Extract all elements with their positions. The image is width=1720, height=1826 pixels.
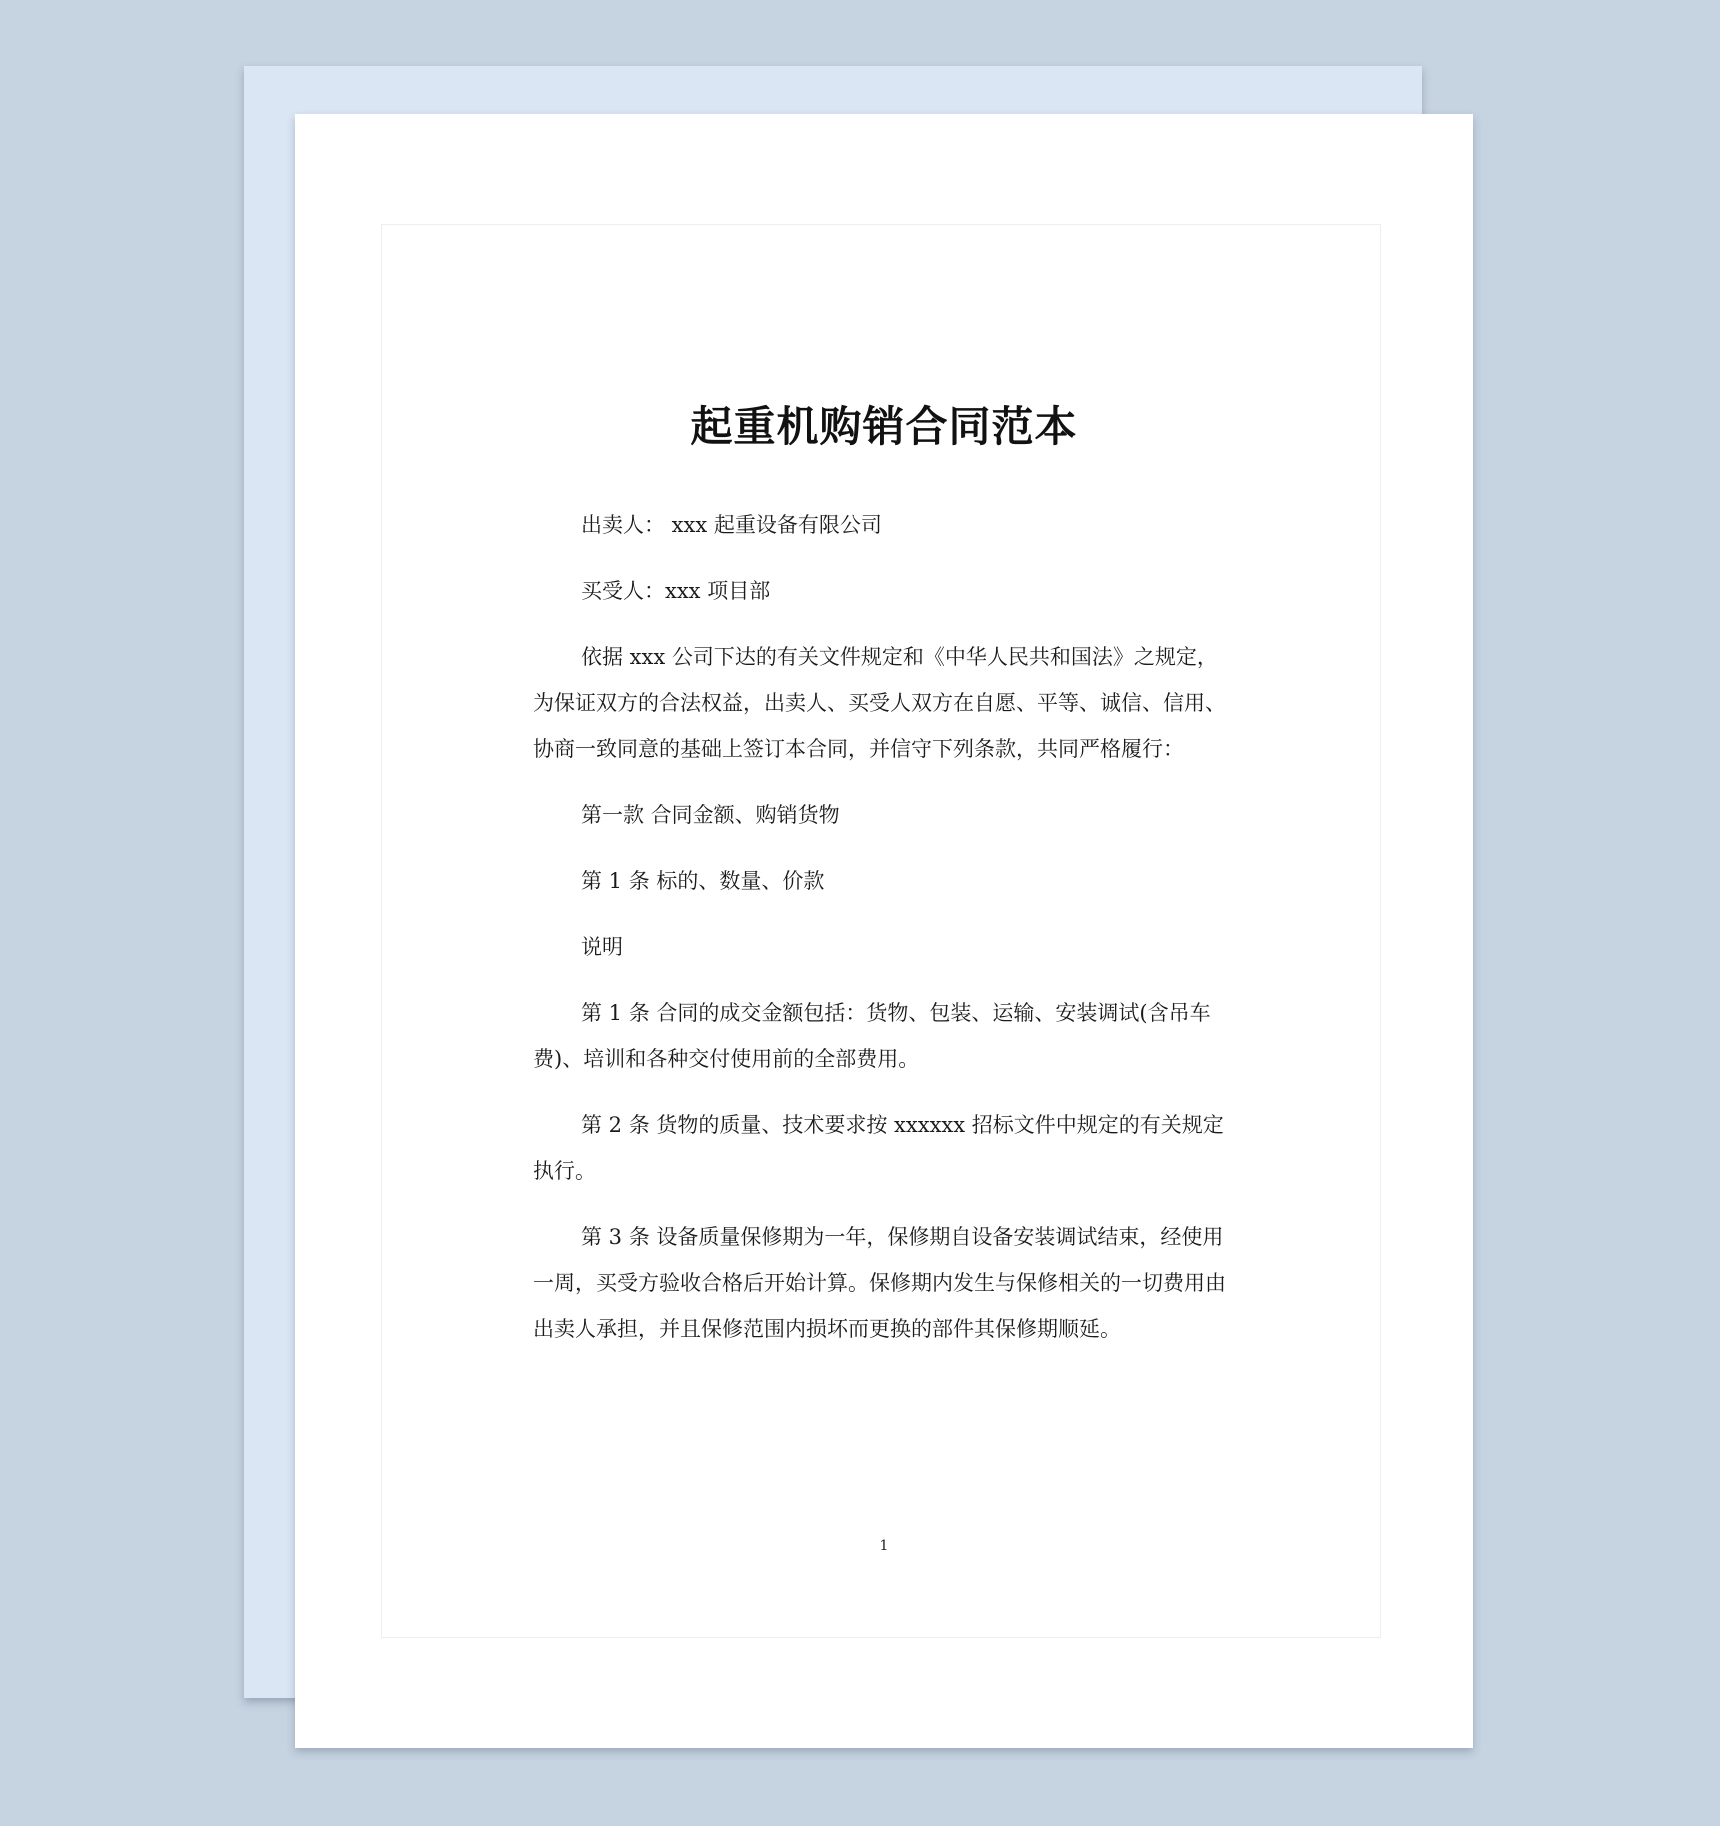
seller-line: 出卖人： xxx 起重设备有限公司: [581, 513, 882, 537]
section-heading: 第一款 合同金额、购销货物: [581, 803, 840, 827]
article-heading: 第 1 条 标的、数量、价款: [581, 869, 825, 893]
preamble-paragraph: 依据 xxx 公司下达的有关文件规定和《中华人民共和国法》之规定，为保证双方的合法权益，出卖人、买受人双方在自愿、平等、诚信、信用、协商一致同意的基础上签订本合同，并信守下列条款，共同严格履行：: [533, 645, 1226, 761]
document-body: [533, 502, 1233, 1372]
page-number: 1: [879, 1538, 889, 1554]
note-heading: 说明: [581, 935, 623, 959]
article-2-paragraph: 第 2 条 货物的质量、技术要求按 xxxxxx 招标文件中规定的有关规定执行。: [533, 1113, 1224, 1183]
document-title: 起重机购销合同范本: [690, 402, 1078, 451]
document-page: [295, 114, 1473, 1748]
buyer-line: 买受人：xxx 项目部: [581, 579, 771, 603]
article-3-paragraph: 第 3 条 设备质量保修期为一年，保修期自设备安装调试结束，经使用一周，买受方验收合格后开始计算。保修期内发生与保修相关的一切费用由出卖人承担，并且保修范围内损坏而更换的部件其保修期顺延。: [533, 1225, 1226, 1341]
article-1-paragraph: 第 1 条 合同的成交金额包括：货物、包装、运输、安装调试(含吊车费)、培训和各种交付使用前的全部费用。: [533, 1001, 1211, 1071]
